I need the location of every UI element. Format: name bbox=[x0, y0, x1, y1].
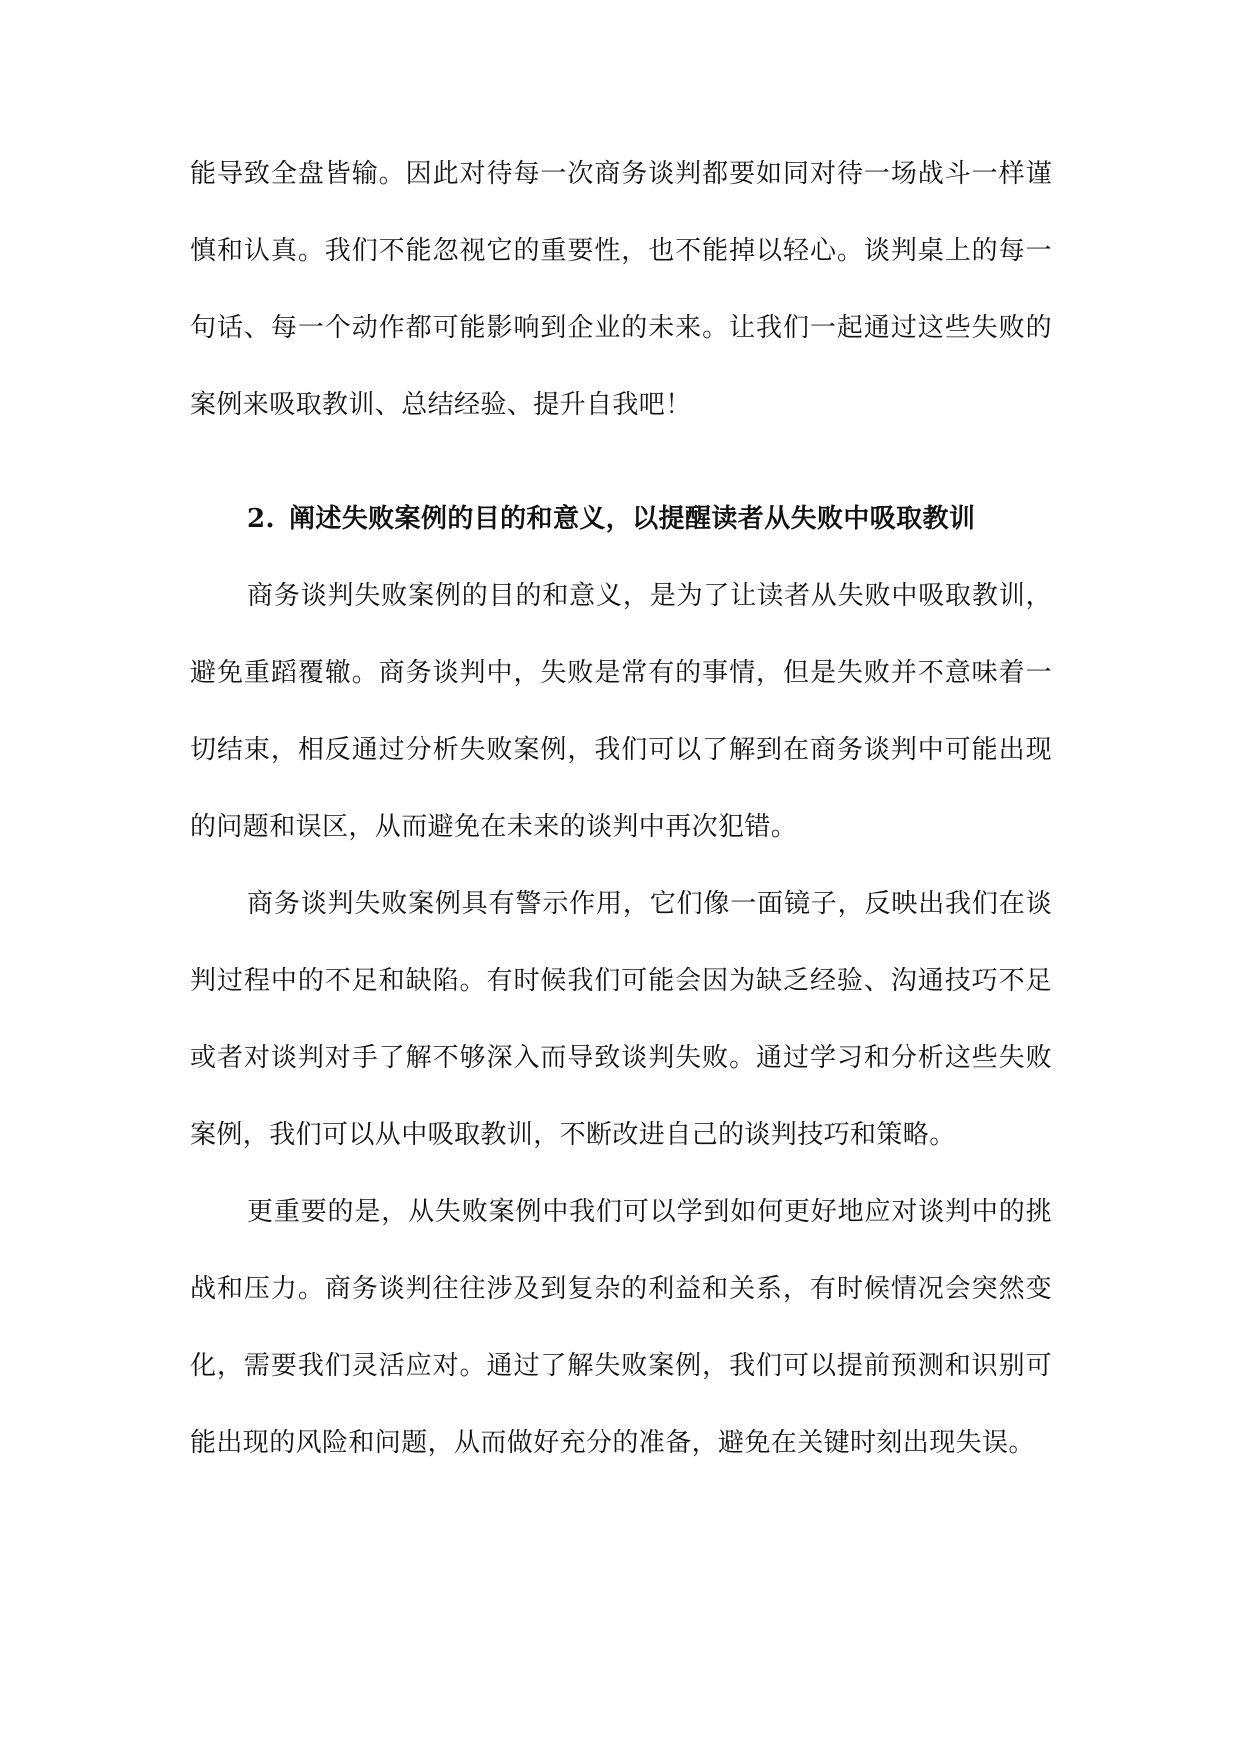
section-title: 阐述失败案例的目的和意义，以提醒读者从失败中吸取教训 bbox=[288, 504, 976, 534]
section-number: 2. bbox=[247, 504, 275, 534]
intro-continuation-paragraph: 能导致全盘皆输。因此对待每一次商务谈判都要如同对待一场战斗一样谨慎和认真。我们不能忽视它的重要性，也不能掉以轻心。谈判桌上的每一句话、每一个动作都可能影响到企业的未来。让我们一起通过这些失败的案例来吸取教训、总结经验、提升自我吧！ bbox=[190, 159, 1052, 420]
section-heading bbox=[190, 481, 1052, 558]
body-paragraph-1: 商务谈判失败案例的目的和意义，是为了让读者从失败中吸取教训，避免重蹈覆辙。商务谈判中，失败是常有的事情，但是失败并不意味着一切结束，相反通过分析失败案例，我们可以了解到在商务谈判中可能出现的问题和误区，从而避免在未来的谈判中再次犯错。 bbox=[190, 581, 1052, 842]
document-body bbox=[190, 136, 1052, 1482]
body-paragraph-2: 商务谈判失败案例具有警示作用，它们像一面镜子，反映出我们在谈判过程中的不足和缺陷。有时候我们可能会因为缺乏经验、沟通技巧不足或者对谈判对手了解不够深入而导致谈判失败。通过学习和分析这些失败案例，我们可以从中吸取教训，不断改进自己的谈判技巧和策略。 bbox=[190, 889, 1052, 1150]
body-paragraph-3: 更重要的是，从失败案例中我们可以学到如何更好地应对谈判中的挑战和压力。商务谈判往往涉及到复杂的利益和关系，有时候情况会突然变化，需要我们灵活应对。通过了解失败案例，我们可以提前预测和识别可能出现的风险和问题，从而做好充分的准备，避免在关键时刻出现失误。 bbox=[190, 1197, 1052, 1458]
